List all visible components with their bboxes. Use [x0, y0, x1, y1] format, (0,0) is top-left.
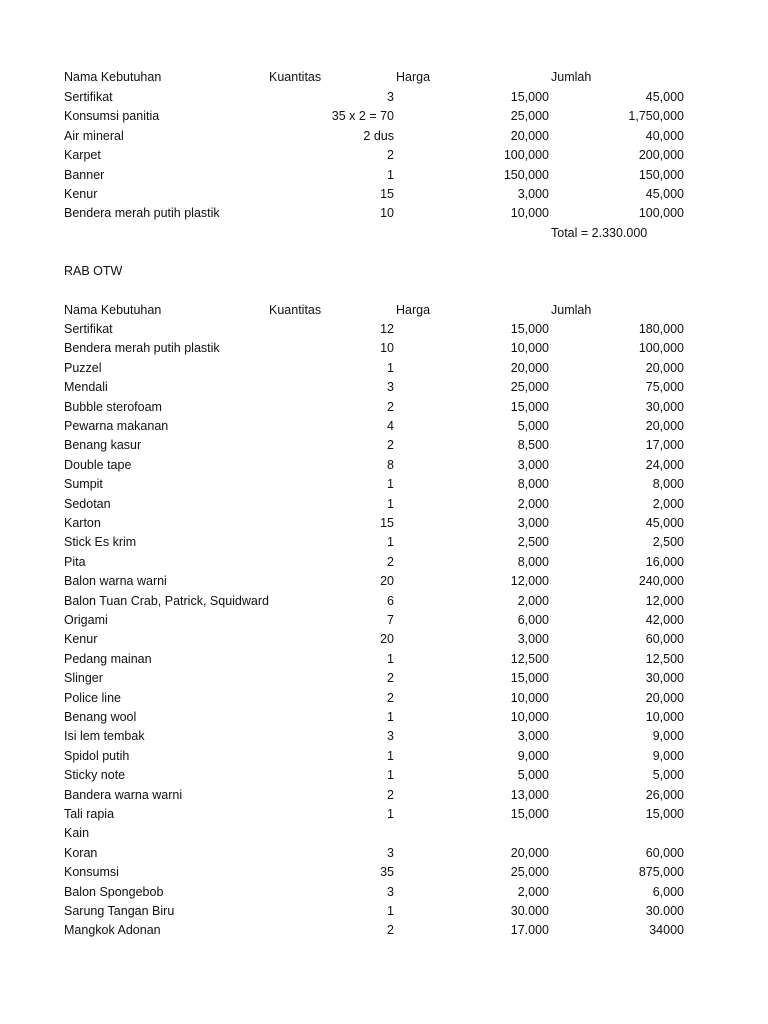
table-row [0, 650, 768, 669]
item-name: Benang kasur [64, 438, 142, 453]
item-name: Air mineral [64, 128, 124, 143]
table-row [0, 88, 768, 107]
item-total: 17,000 [645, 438, 684, 453]
table-row [0, 572, 768, 591]
header-name: Nama Kebutuhan [64, 303, 162, 317]
item-total: 1,750,000 [628, 109, 684, 124]
item-total: 30,000 [645, 671, 684, 686]
item-name: Koran [64, 845, 98, 860]
table-row [0, 786, 768, 805]
item-price: 5,000 [517, 768, 549, 783]
item-name: Kenur [64, 187, 98, 201]
item-price: 2,000 [517, 884, 549, 899]
item-total: 2,500 [652, 535, 684, 550]
item-total: 180,000 [638, 322, 684, 336]
item-name: Sticky note [64, 768, 126, 783]
header-qty: Kuantitas [269, 70, 322, 84]
item-name: Karton [64, 516, 101, 530]
item-qty: 1 [387, 807, 394, 821]
item-price: 2,000 [517, 496, 549, 511]
item-name: Double tape [64, 457, 132, 472]
item-name: Konsumsi panitia [64, 109, 160, 124]
table-row [0, 398, 768, 417]
item-price: 10,000 [510, 710, 549, 724]
item-qty: 2 [387, 438, 394, 453]
item-price: 100,000 [503, 148, 549, 163]
item-price: 3,000 [517, 187, 549, 201]
item-name: Bandera warna warni [64, 787, 183, 802]
item-name: Pewarna makanan [64, 419, 169, 433]
item-qty: 2 [387, 554, 394, 569]
item-name: Bendera merah putih plastik [64, 206, 220, 221]
item-qty: 2 [387, 399, 394, 414]
item-name: Balon warna warni [64, 574, 167, 589]
item-qty: 8 [387, 457, 394, 472]
header-total: Jumlah [551, 303, 592, 317]
item-price: 15,000 [510, 671, 549, 686]
item-price: 3,000 [517, 632, 549, 647]
item-total: 60,000 [645, 845, 684, 860]
table-row [0, 611, 768, 630]
item-name: Puzzel [64, 360, 102, 375]
item-name: Pedang mainan [64, 651, 152, 666]
table-row [0, 824, 768, 843]
item-price: 5,000 [517, 419, 549, 433]
item-total: 34000 [649, 923, 684, 938]
table-row [0, 320, 768, 339]
item-total: 150,000 [638, 167, 684, 182]
item-price: 8,000 [517, 477, 549, 492]
item-price: 20,000 [510, 360, 549, 375]
item-price: 8,000 [517, 554, 549, 569]
item-qty: 35 x 2 = 70 [331, 109, 394, 124]
item-name: Sarung Tangan Biru [64, 904, 175, 918]
item-price: 12,500 [510, 651, 549, 666]
item-total: 40,000 [645, 128, 684, 143]
item-price: 20,000 [510, 128, 549, 143]
item-total: 5,000 [652, 768, 684, 783]
item-price: 10,000 [510, 690, 549, 705]
table-row [0, 669, 768, 688]
item-price: 12,000 [510, 574, 549, 589]
item-qty: 1 [387, 710, 394, 724]
item-qty: 3 [387, 884, 394, 899]
table-row [0, 166, 768, 185]
item-qty: 1 [387, 535, 394, 550]
item-qty: 2 [387, 690, 394, 705]
item-total: 200,000 [638, 148, 684, 163]
item-price: 3,000 [517, 457, 549, 472]
item-name: Kain [64, 826, 90, 841]
item-price: 150,000 [503, 167, 549, 182]
table-row [0, 456, 768, 475]
table-row [0, 630, 768, 649]
item-total: 6,000 [652, 884, 684, 899]
item-name: Balon Tuan Crab, Patrick, Squidward [64, 593, 269, 608]
item-price: 15,000 [510, 90, 549, 104]
item-price: 2,500 [517, 535, 549, 550]
item-price: 10,000 [510, 341, 549, 356]
item-qty: 2 [387, 671, 394, 686]
item-total: 100,000 [638, 341, 684, 356]
item-name: Slinger [64, 671, 103, 686]
item-qty: 35 [380, 865, 394, 880]
table-row [0, 146, 768, 165]
item-name: Tali rapia [64, 807, 115, 821]
item-price: 10,000 [510, 206, 549, 221]
table-row [0, 533, 768, 552]
item-qty: 1 [387, 496, 394, 511]
item-qty: 2 [387, 923, 394, 938]
item-price: 30.000 [510, 904, 549, 918]
item-name: Sumpit [64, 477, 103, 492]
table-row [0, 727, 768, 746]
item-name: Spidol putih [64, 748, 130, 763]
item-price: 20,000 [510, 845, 549, 860]
item-qty: 1 [387, 748, 394, 763]
item-price: 3,000 [517, 729, 549, 744]
item-total: 12,000 [645, 593, 684, 608]
table-row [0, 708, 768, 727]
item-name: Mendali [64, 380, 108, 395]
item-qty: 10 [380, 206, 394, 221]
item-price: 17.000 [510, 923, 549, 938]
table-row [0, 766, 768, 785]
table-row [0, 553, 768, 572]
item-name: Konsumsi [64, 865, 119, 880]
table-row [0, 805, 768, 824]
item-price: 15,000 [510, 322, 549, 336]
table-row [0, 495, 768, 514]
table-row [0, 107, 768, 126]
grand-total: Total = 2.330.000 [551, 226, 648, 240]
item-total: 42,000 [645, 613, 684, 627]
item-qty: 1 [387, 477, 394, 492]
table-row [0, 747, 768, 766]
item-qty: 4 [387, 419, 394, 433]
item-price: 25,000 [510, 380, 549, 395]
item-total: 45,000 [645, 516, 684, 530]
item-total: 16,000 [645, 554, 684, 569]
item-name: Sertifikat [64, 322, 113, 336]
item-name: Bubble sterofoam [64, 399, 162, 414]
table-row [0, 863, 768, 882]
item-total: 24,000 [645, 457, 684, 472]
item-name: Mangkok Adonan [64, 923, 161, 938]
item-total: 875,000 [638, 865, 684, 880]
item-qty: 7 [387, 613, 394, 627]
item-name: Kenur [64, 632, 98, 647]
item-name: Banner [64, 167, 105, 182]
item-name: Karpet [64, 148, 101, 163]
item-qty: 20 [380, 574, 394, 589]
item-qty: 2 [387, 787, 394, 802]
table-row [0, 436, 768, 455]
table-row [0, 592, 768, 611]
item-price: 15,000 [510, 807, 549, 821]
item-price: 3,000 [517, 516, 549, 530]
item-total: 12,500 [645, 651, 684, 666]
item-total: 20,000 [645, 360, 684, 375]
section2-title-row [0, 262, 768, 281]
item-qty: 1 [387, 167, 394, 182]
item-qty: 3 [387, 845, 394, 860]
item-total: 30,000 [645, 399, 684, 414]
item-total: 20,000 [645, 419, 684, 433]
item-qty: 15 [380, 516, 394, 530]
item-price: 25,000 [510, 865, 549, 880]
table-row [0, 359, 768, 378]
item-name: Sertifikat [64, 90, 113, 104]
item-name: Pita [64, 554, 86, 569]
item-price: 8,500 [517, 438, 549, 453]
item-name: Benang wool [64, 710, 137, 724]
item-total: 75,000 [645, 380, 684, 395]
item-qty: 3 [387, 729, 394, 744]
item-total: 20,000 [645, 690, 684, 705]
item-price: 15,000 [510, 399, 549, 414]
item-name: Origami [64, 613, 108, 627]
item-qty: 1 [387, 768, 394, 783]
item-total: 26,000 [645, 787, 684, 802]
item-total: 8,000 [652, 477, 684, 492]
header-total: Jumlah [551, 70, 592, 84]
table-row [0, 378, 768, 397]
item-name: Police line [64, 690, 121, 705]
table-row [0, 921, 768, 940]
table1-header [0, 68, 768, 87]
table-row [0, 417, 768, 436]
item-name: Sedotan [64, 496, 111, 511]
table-row [0, 475, 768, 494]
item-price: 9,000 [517, 748, 549, 763]
item-name: Bendera merah putih plastik [64, 341, 220, 356]
table-row [0, 689, 768, 708]
item-qty: 10 [380, 341, 394, 356]
table1-grand-total-row [0, 224, 768, 243]
item-price: 25,000 [510, 109, 549, 124]
item-total: 10,000 [645, 710, 684, 724]
item-total: 240,000 [638, 574, 684, 589]
table2-header [0, 301, 768, 320]
item-qty: 12 [380, 322, 394, 336]
header-name: Nama Kebutuhan [64, 70, 162, 84]
item-total: 9,000 [652, 748, 684, 763]
table-row [0, 514, 768, 533]
item-qty: 3 [387, 90, 394, 104]
item-price: 2,000 [517, 593, 549, 608]
table-row [0, 339, 768, 358]
table-row [0, 204, 768, 223]
item-name: Stick Es krim [64, 535, 137, 550]
item-total: 45,000 [645, 187, 684, 201]
item-qty: 2 [387, 148, 394, 163]
item-qty: 1 [387, 904, 394, 918]
item-total: 60,000 [645, 632, 684, 647]
item-price: 6,000 [517, 613, 549, 627]
item-total: 45,000 [645, 90, 684, 104]
item-total: 2,000 [652, 496, 684, 511]
table-row [0, 902, 768, 921]
item-qty: 20 [380, 632, 394, 647]
item-total: 9,000 [652, 729, 684, 744]
item-total: 15,000 [645, 807, 684, 821]
item-price: 13,000 [510, 787, 549, 802]
header-price: Harga [396, 303, 431, 317]
item-total: 30.000 [645, 904, 684, 918]
header-price: Harga [396, 70, 431, 84]
item-qty: 15 [380, 187, 394, 201]
item-name: Balon Spongebob [64, 884, 164, 899]
item-qty: 1 [387, 651, 394, 666]
item-qty: 3 [387, 380, 394, 395]
item-total: 100,000 [638, 206, 684, 221]
table-row [0, 883, 768, 902]
item-qty: 2 dus [363, 128, 394, 143]
item-qty: 6 [387, 593, 394, 608]
item-qty: 1 [387, 360, 394, 375]
item-name: Isi lem tembak [64, 729, 145, 744]
section-title: RAB OTW [64, 264, 123, 278]
table-row [0, 127, 768, 146]
table-row [0, 844, 768, 863]
header-qty: Kuantitas [269, 303, 322, 317]
table-row [0, 185, 768, 204]
